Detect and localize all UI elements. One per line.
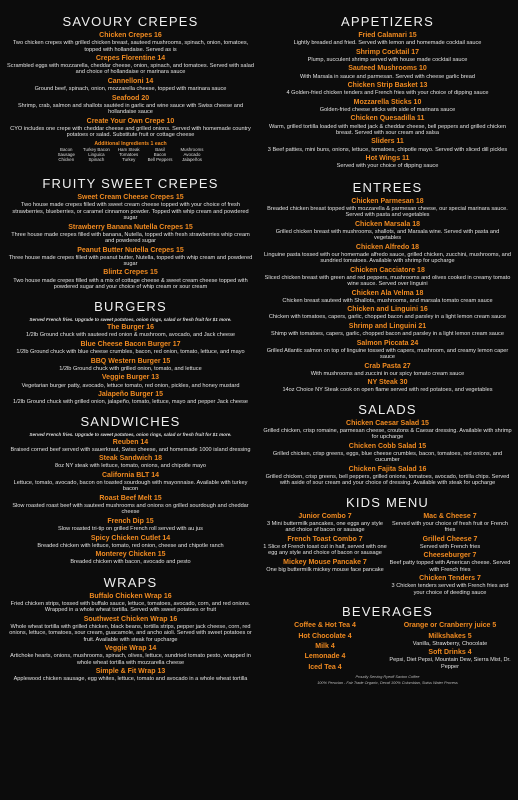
menu-item-name: Cannelloni 14 bbox=[107, 77, 154, 85]
menu-item-description: 1/2lb Ground chuck with blue cheese crumbles, bacon, red onion, tomato, lettuce, and mayo bbox=[16, 349, 245, 356]
section-title-fruity: FRUITY SWEET CREPES bbox=[42, 176, 219, 192]
menu-item-name: Spicy Chicken Cutlet 14 bbox=[90, 534, 171, 542]
menu-item-name: Blue Cheese Bacon Burger 17 bbox=[80, 340, 181, 348]
menu-item-name: Sauteed Mushrooms 10 bbox=[348, 65, 427, 73]
menu-item bbox=[6, 593, 255, 614]
menu-item-name: Junior Combo 7 bbox=[298, 512, 352, 520]
menu-item-description: Slow roasted tri-tip on grilled French roll served with au jus bbox=[58, 526, 203, 533]
menu-item-name: Peanut Butter Nutella Crepes 15 bbox=[77, 246, 184, 254]
ingredient: Basil bbox=[155, 146, 165, 152]
menu-item-description: Served with your choice of fresh fruit or French fries bbox=[392, 520, 508, 534]
menu-item-name: Mac & Cheese 7 bbox=[423, 512, 477, 520]
menu-item-name: Mozzarella Sticks 10 bbox=[353, 98, 422, 106]
menu-item-description: Grilled chicken, crisp greens, eggs, blue cheese crumbles, bacon, tomatoes, red onions, and cucumber bbox=[272, 450, 503, 464]
ingredient: Bacon bbox=[153, 151, 167, 157]
menu-item bbox=[6, 472, 255, 493]
menu-item bbox=[6, 55, 255, 76]
menu-item-description: Shrimp, crab, salmon and shallots sautéed in garlic and wine sauce with Swiss cheese and hollandaise sauce bbox=[17, 102, 244, 116]
ingredient: Linguica bbox=[88, 151, 105, 157]
savoury-items bbox=[6, 32, 255, 138]
menu-item-description: Vanilla, Strawberry, Chocolate bbox=[412, 640, 488, 647]
menu-item bbox=[6, 616, 255, 643]
ingredient: Avocado bbox=[183, 151, 201, 157]
menu-item-description: Grilled chicken, crisp romaine, parmesan cheese, croutons & Caesar dressing. Available with shrimp for upcharge bbox=[263, 427, 512, 441]
menu-item-name: Chicken Alfredo 18 bbox=[355, 243, 420, 251]
burger-items bbox=[6, 324, 255, 405]
menu-item bbox=[6, 535, 255, 550]
menu-item-name: Sweet Cream Cheese Crepes 15 bbox=[77, 194, 184, 202]
menu-item-description: Golden-fried cheese sticks with side of marinara sauce bbox=[319, 106, 456, 113]
wrap-items bbox=[6, 593, 255, 683]
menu-item bbox=[388, 649, 512, 670]
menu-item bbox=[263, 49, 512, 64]
menu-item-name: Shrimp and Linguini 21 bbox=[348, 322, 427, 330]
menu-item-name: Simple & Fit Wrap 13 bbox=[95, 668, 166, 675]
menu-item bbox=[263, 198, 512, 219]
sandwich-items bbox=[6, 439, 255, 566]
menu-item bbox=[6, 495, 255, 516]
menu-item bbox=[6, 194, 255, 221]
burgers-note: Served French fries. Upgrade to sweet potatoes, onion rings, salad or fresh fruit for $1 more. bbox=[29, 317, 232, 323]
ingredient: Bacon bbox=[60, 146, 73, 152]
menu-item bbox=[388, 513, 512, 534]
menu-item-description: 1/2lb Ground chuck with grilled onion, tomato, and lettuce bbox=[59, 365, 202, 372]
menu-item-description: 3 Chicken tenders served with French fries and your choice of deeding sauce bbox=[391, 583, 509, 596]
menu-item-name: Blintz Crepes 15 bbox=[103, 269, 158, 277]
menu-item bbox=[6, 78, 255, 93]
menu-item-name: The Burger 16 bbox=[106, 324, 155, 332]
menu-item bbox=[263, 513, 387, 534]
menu-item-description: With Marsala in sauce and parmesan. Served with cheese garlic bread bbox=[299, 73, 476, 80]
menu-item bbox=[263, 32, 512, 47]
menu-item-name: Orange or Cranberry juice 5 bbox=[403, 622, 497, 630]
section-title-burgers: BURGERS bbox=[94, 299, 167, 315]
additional-ingredients bbox=[6, 147, 255, 163]
beverages-menu bbox=[263, 622, 512, 674]
menu-item bbox=[6, 455, 255, 470]
ingredient-column bbox=[58, 147, 75, 163]
kids-menu bbox=[263, 513, 512, 599]
menu-item bbox=[388, 633, 512, 648]
menu-item bbox=[6, 269, 255, 290]
menu-item-description: Served with your choice of dipping sauce bbox=[336, 163, 439, 170]
menu-item-description: 1/2lb Ground chuck with grilled onion, jalapeño, tomato, lettuce, mayo and pepper Jack cheese bbox=[12, 399, 249, 406]
menu-item bbox=[6, 224, 255, 245]
menu-item-name: Strawberry Banana Nutella Crepes 15 bbox=[68, 223, 193, 231]
menu-item-description: Slow roasted roast beef with sauteed mushrooms and onions on grilled sourdough and cheddar cheese bbox=[12, 503, 249, 516]
menu-item bbox=[6, 358, 255, 373]
menu-item bbox=[263, 363, 512, 378]
menu-item-description: Grilled Atlantic salmon on top of linguine tossed with capers, mushroom, and creamy lemon caper sauce bbox=[266, 347, 509, 361]
menu-item bbox=[263, 99, 512, 114]
menu-item-description: Two house made crepes filled with sweet cream cheese topped with your choice of fresh strawberries, blueberries, or caramel cinnamon powder. Topped with whip cream and powdered sugar bbox=[12, 202, 249, 222]
menu-item-name: Hot Chocolate 4 bbox=[298, 632, 352, 640]
menu-item bbox=[263, 221, 512, 242]
menu-item-name: Chicken Tenders 7 bbox=[419, 575, 481, 583]
menu-item bbox=[263, 244, 512, 265]
menu-item bbox=[263, 155, 512, 170]
menu-item-name: Shrimp Cocktail 17 bbox=[355, 48, 420, 56]
ingredient: Chicken bbox=[58, 157, 75, 163]
menu-item-name: Cheeseburger 7 bbox=[423, 552, 477, 560]
ingredient-column bbox=[118, 147, 140, 163]
menu-item bbox=[388, 622, 512, 630]
menu-item-name: Salmon Piccata 24 bbox=[356, 339, 419, 347]
ingredient: Bell Peppers bbox=[147, 157, 173, 163]
menu-item bbox=[6, 518, 255, 533]
menu-item-description: Lightly breaded and fried. Served with lemon and homemade cocktail sauce bbox=[293, 40, 482, 47]
beverages-left bbox=[263, 622, 387, 674]
menu-item-name: Milk 4 bbox=[315, 642, 335, 650]
section-title-kids: KIDS MENU bbox=[345, 494, 430, 510]
menu-item bbox=[263, 653, 387, 661]
menu-item-description: Applewood chicken sausage, egg whites, lettuce, tomato and avocado in a whole wheat tortilla bbox=[13, 676, 248, 683]
menu-item-description: Pepsi, Diet Pepsi, Mountain Dew, Sierra Mist, Dr. Pepper bbox=[389, 657, 511, 670]
menu-item-description: Linguine pasta tossed with our homemade alfredo sauce, grilled chicken, zucchini, mushrooms, and sundried tomatoes. Available with shrimp for upcharge bbox=[264, 251, 511, 265]
menu-item-description: Breaded chicken with lettuce, tomato, red onion, cheese and chipotle ranch bbox=[37, 542, 224, 549]
menu-item-description: Shimp with tomatoes, capers, garlic, chopped bacon and parsley in a light lemon cream sauce bbox=[271, 331, 504, 338]
menu-item bbox=[263, 466, 512, 487]
menu-item-description: Breaded chicken with bacon, avocado and pesto bbox=[70, 559, 191, 566]
fruity-items bbox=[6, 194, 255, 290]
menu-item-name: Veggie Burger 13 bbox=[101, 374, 160, 382]
additional-ingredients-title: Additional Ingredients 1 each bbox=[94, 140, 167, 147]
ingredient-column bbox=[83, 147, 110, 163]
section-title-savoury: SAVOURY CREPES bbox=[62, 14, 199, 29]
menu-item-name: Reuben 14 bbox=[112, 438, 149, 446]
menu-item-name: Veggie Wrap 14 bbox=[104, 645, 157, 653]
section-title-appetizers: APPETIZERS bbox=[341, 14, 434, 29]
menu-item bbox=[388, 575, 512, 596]
menu-item bbox=[6, 374, 255, 389]
menu-item bbox=[6, 324, 255, 339]
menu-item-description: 3 Beef patties, mini buns, onions, lettuce, tomatoes, chipotle mayo. Served with sliced dill pickles bbox=[267, 146, 508, 153]
menu-item-name: Monterey Chicken 15 bbox=[95, 551, 166, 559]
menu-item-name: Seafood 20 bbox=[111, 94, 150, 102]
menu-item-name: Crepes Florentine 14 bbox=[95, 54, 166, 62]
menu-item-description: Served with French fries bbox=[419, 543, 481, 550]
menu-item bbox=[263, 340, 512, 361]
menu-item-name: Jalapeño Burger 15 bbox=[98, 391, 163, 399]
menu-item-description: Three house made crepes filled with peanut butter, Nutella, topped with whip cream and powdered sugar bbox=[8, 254, 253, 267]
menu-item-name: French Toast Combo 7 bbox=[287, 535, 363, 543]
menu-item-name: Chicken Fajita Salad 16 bbox=[348, 465, 427, 473]
section-title-sandwiches: SANDWICHES bbox=[80, 413, 181, 429]
menu-item-name: California BLT 14 bbox=[101, 471, 160, 479]
menu-item-name: Create Your Own Crepe 10 bbox=[86, 117, 175, 125]
menu-item-description: Chicken breast sauteed with Shallots, mushrooms, and marsala tomato cream sauce bbox=[282, 297, 493, 304]
menu-item-description: Breaded chicken breast topped with mozzarella & parmesan cheese, our special marinara sauce. Served with pasta and vegetables bbox=[267, 205, 508, 219]
menu-item-description: Grilled chicken, crisp greens, bell peppers, grilled onions, tomatoes, avocado, tortilla chips. Served with aside of sour cream and your choice of dressing. Available with steak for upcharge bbox=[265, 473, 510, 487]
menu-item bbox=[263, 323, 512, 338]
menu-item bbox=[263, 443, 512, 464]
ingredient: Mushrooms bbox=[180, 146, 204, 152]
menu-item-description: 14oz Choice NY Steak cook on open flame served with red potatoes, and vegetables bbox=[282, 387, 493, 394]
menu-item bbox=[263, 65, 512, 80]
menu-item-name: Sliders 11 bbox=[371, 138, 404, 146]
menu-item-description: Whole wheat tortilla with grilled chicken, black beans, tortilla strips, pepper jack cheese, corn, red onions, lettuce, tomatoes, sour cream, guacamole, and ancho aioli. Served with sweet potatoes or fruit. Available with steak for upcharge bbox=[9, 623, 252, 643]
section-title-salads: SALADS bbox=[358, 401, 417, 417]
salad-items bbox=[263, 420, 512, 487]
menu-item-description: 8oz NY steak with lettuce, tomato, onions, and chipotle mayo bbox=[54, 463, 206, 470]
entree-items bbox=[263, 198, 512, 394]
menu-item-description: One big buttermilk mickey mouse face pancake bbox=[266, 566, 384, 573]
menu-item-name: Roast Beef Melt 15 bbox=[99, 494, 162, 502]
menu-item-description: Beef patty topped with American cheese. Served with French fries bbox=[389, 560, 511, 573]
menu-item-description: Grilled chicken breast with mushrooms, shallots, and Marsala wine. Served with pasta and vegetables bbox=[275, 228, 500, 242]
menu-item-description: Braised corned beef served with sauerkraut, Swiss cheese, and homemade 1000 island dressing bbox=[10, 446, 251, 453]
menu-item bbox=[263, 420, 512, 441]
menu-item-description: Fried chicken strips, tossed with buffalo sauce, lettuce, tomatoes, avocado, corn, and red onions. Wrapped in a whole wheat tortilla. Served with sweet potatoes or fruit bbox=[10, 600, 251, 614]
menu-item bbox=[6, 391, 255, 406]
menu-item-name: Chicken Crepes 16 bbox=[99, 32, 162, 39]
menu-item-name: Soft Drinks 4 bbox=[428, 649, 472, 657]
menu-item-name: Chicken Marsala 18 bbox=[355, 220, 420, 228]
menu-item-description: Warm, grilled tortilla loaded with melted jack & cheddar cheese, bell peppers and grilled chicken breast. Served with sour cream and salsa bbox=[268, 123, 507, 136]
menu-item bbox=[263, 267, 512, 288]
ingredient: Turkey bbox=[122, 157, 136, 163]
section-title-beverages: BEVERAGES bbox=[342, 604, 433, 620]
menu-item-description: Plump, succulent shrimp served with house made cocktail sauce bbox=[307, 56, 468, 63]
ingredient: Spinach bbox=[88, 157, 105, 163]
menu-item-name: Chicken Ala Velma 18 bbox=[351, 289, 424, 297]
menu-item bbox=[263, 559, 387, 574]
menu-item-name: Milkshakes 5 bbox=[428, 632, 472, 640]
menu-item-description: Two chicken crepes with grilled chicken breast, sauteed mushrooms, spinach, onion, tomatoes, topped with hollandaise. Served as is bbox=[12, 40, 249, 53]
menu-item bbox=[263, 138, 512, 153]
menu-item-name: Lemonade 4 bbox=[304, 653, 346, 661]
menu-item-name: Chicken Cacciatore 18 bbox=[350, 266, 425, 274]
menu-item bbox=[6, 551, 255, 566]
menu-item-description: CYO includes one crepe with cheddar cheese and grilled onions. Served with homemade country potatoes or salad. Substitute fruit or cottage cheese bbox=[10, 125, 251, 139]
menu-item bbox=[6, 341, 255, 356]
menu-item bbox=[263, 622, 387, 630]
menu-item-description: Two house made crepes filled with a mix of cottage cheese & sweet cream cheese topped with powdered sugar and your choice of whip cream or sour cream bbox=[13, 277, 248, 290]
menu-item-name: Iced Tea 4 bbox=[308, 663, 342, 671]
kids-left bbox=[263, 513, 387, 599]
coffee-footer-detail: 100% Peruvian - Fair Trade Organic, Decaf 100% Colombian, Swiss Water Process bbox=[317, 680, 458, 685]
menu-item-description: Lettuce, tomato, avocado, bacon on toasted sourdough with mayonnaise. Available with turkey bacon bbox=[13, 480, 248, 493]
menu-item bbox=[263, 664, 387, 672]
menu-item-description: Artichoke hearts, onions, mushrooms, spinach, olives, lettuce, sundried tomato pesto, wrapped in whole wheat tortilla with mozzarella cheese bbox=[10, 653, 251, 666]
menu-item-name: Steak Sandwich 18 bbox=[98, 455, 163, 463]
menu-item bbox=[263, 82, 512, 97]
menu-item-name: Chicken Cobb Salad 15 bbox=[348, 442, 427, 450]
section-title-wraps: WRAPS bbox=[103, 574, 158, 590]
appetizer-items bbox=[263, 32, 512, 170]
menu-item-description: Chicken with tomatoes, capers, garlic, chopped bacon and parsley in a light lemon cream sauce bbox=[268, 314, 507, 321]
menu-item bbox=[6, 668, 255, 683]
menu-item bbox=[263, 379, 512, 394]
menu-item-description: 1/2lb Ground chuck with sauteed red onion & mushroom, avocado, and Jack cheese bbox=[26, 332, 235, 339]
menu-item-description: Vegetarian burger patty, avocado, lettuce tomato, red onion, pickles, and honey mustard bbox=[21, 382, 240, 389]
menu-item-name: NY Steak 30 bbox=[367, 379, 408, 387]
menu-item-name: French Dip 15 bbox=[107, 517, 154, 525]
menu-item-name: Mickey Mouse Pancake 7 bbox=[283, 558, 367, 566]
menu-item-name: Chicken Caesar Salad 15 bbox=[346, 419, 429, 427]
menu-item bbox=[6, 645, 255, 666]
menu-item bbox=[263, 536, 387, 557]
coffee-footer: Proudly Serving Ryeoff Saxton Coffee bbox=[355, 675, 420, 680]
menu-item bbox=[6, 247, 255, 268]
menu-item bbox=[6, 439, 255, 454]
menu-item-name: Coffee & Hot Tea 4 bbox=[294, 622, 356, 630]
kids-right bbox=[388, 513, 512, 599]
menu-item-name: Chicken Strip Basket 13 bbox=[347, 82, 428, 90]
menu-item-name: Southwest Chicken Wrap 16 bbox=[83, 615, 178, 623]
menu-item-description: With mushrooms and zuccini in our spicy tomato cream sauce bbox=[310, 370, 465, 377]
right-column bbox=[259, 0, 518, 800]
menu-item-description: Three house made crepes filled with banana, Nutella, topped with fresh strawberries whip cream and powdered sugar bbox=[11, 231, 250, 245]
menu-item bbox=[388, 552, 512, 573]
menu-item-description: 3 Mini buttermilk pancakes, one eggs any style and choice of bacon or sausage bbox=[267, 520, 383, 534]
menu-item-description: Ground beef, spinach, onion, mozzarella cheese, topped with marinara sauce bbox=[34, 86, 227, 93]
menu-item bbox=[388, 536, 512, 551]
menu-item bbox=[263, 633, 387, 641]
menu-item-name: Fried Calamari 15 bbox=[358, 32, 417, 39]
menu-item-description: 1 Slice of French toast cut in half, served with one egg any style and choice of bacon or sausage bbox=[263, 543, 387, 557]
ingredient: Tomatoes bbox=[119, 151, 139, 157]
menu-item bbox=[263, 306, 512, 321]
menu-item bbox=[263, 290, 512, 305]
ingredient: Turkey Bacon bbox=[82, 146, 110, 152]
menu-item-name: Grilled Cheese 7 bbox=[422, 535, 478, 543]
sandwiches-note: Served French fries. Upgrade to sweet potatoes, onion rings, salad or fresh fruit for $1 more. bbox=[29, 431, 232, 437]
menu-item-description: Sliced chicken breast with green and red peppers, mushrooms and olives cooked in creamy tomato wine sauce. Served over linguini bbox=[264, 274, 511, 288]
ingredient-column bbox=[180, 147, 203, 163]
ingredient-column bbox=[148, 147, 173, 163]
menu-item-description: 4 Golden-fried chicken tenders and French fries with your choice of dipping sauce bbox=[286, 90, 489, 97]
menu-item-name: BBQ Western Burger 15 bbox=[90, 357, 171, 365]
menu-item bbox=[263, 115, 512, 136]
menu-item-name: Chicken Parmesan 18 bbox=[351, 197, 424, 205]
menu-item bbox=[263, 643, 387, 651]
menu-item bbox=[6, 95, 255, 116]
ingredient: Ham Steak bbox=[117, 146, 140, 152]
menu-item-name: Chicken Quesadilla 11 bbox=[350, 115, 425, 123]
ingredient: Jalapeños bbox=[181, 157, 202, 163]
section-title-entrees: ENTREES bbox=[352, 179, 423, 195]
menu-item-description: Scrambled eggs with mozzarella, cheddar cheese, onion, spinach, and tomatoes. Served with salad and choice of hollandaise or marinara sauce bbox=[7, 63, 254, 76]
menu-item-name: Buffalo Chicken Wrap 16 bbox=[89, 592, 172, 600]
menu-item bbox=[6, 118, 255, 139]
menu-item bbox=[6, 32, 255, 53]
menu-item-name: Chicken and Linguini 16 bbox=[347, 306, 428, 314]
menu-item-name: Crab Pasta 27 bbox=[364, 362, 411, 370]
menu-item-name: Hot Wings 11 bbox=[365, 155, 410, 163]
beverages-right bbox=[388, 622, 512, 674]
ingredient: Sausage bbox=[57, 151, 75, 157]
